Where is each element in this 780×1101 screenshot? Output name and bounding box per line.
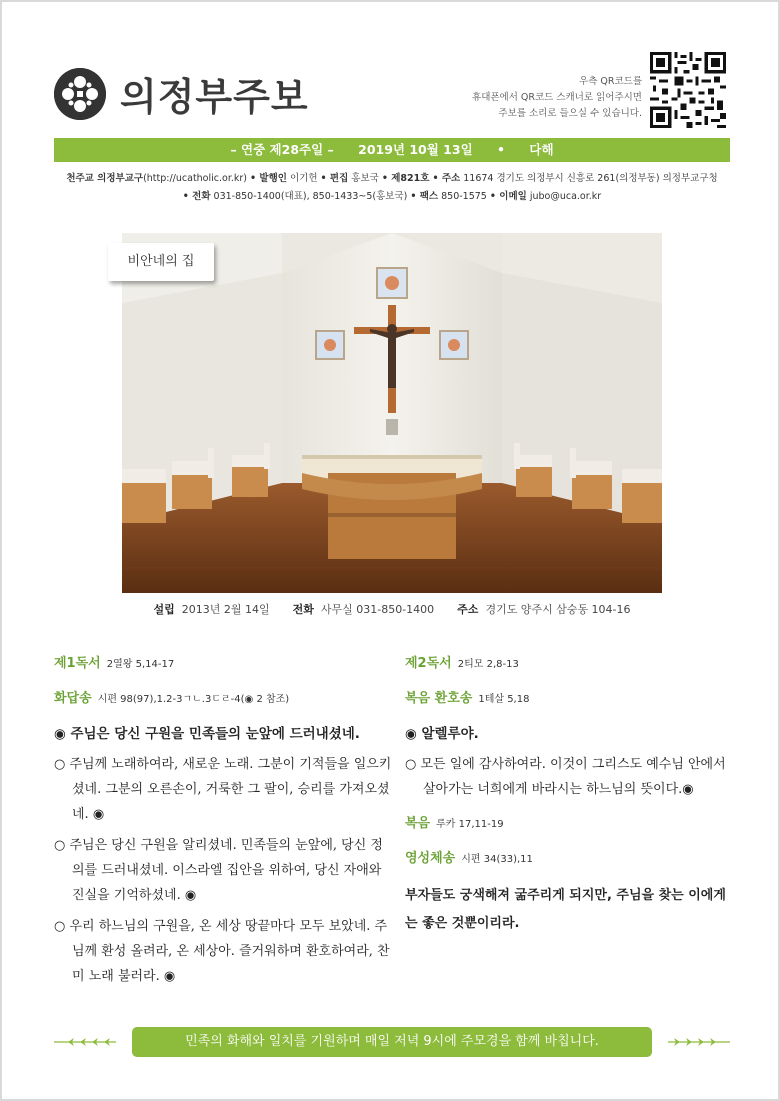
publisher-value: 이기헌 [286,173,318,184]
caption-label: 전화 [292,603,314,616]
reading-ref: 루카 17,11-19 [436,819,504,830]
first-reading [54,652,394,671]
liturgical-banner [54,138,730,162]
second-reading [405,652,730,671]
issue-number: • 제821호 [381,173,430,184]
publisher-key: • 전화 [182,191,211,202]
publisher-key: • 팩스 [410,191,439,202]
qr-note-line: 우측 QR코드를 [579,76,642,87]
caption-value: 2013년 2월 14일 [181,603,270,616]
reading-ref: 시편 34(33),11 [461,854,533,865]
caption-value: 사무실 031-850-1400 [320,603,435,616]
bulletin-title: 의정부주보 [120,74,309,119]
qr-note-line: 휴대폰에서 QR코드 스캐너로 읽어주시면 [472,92,642,103]
qr-instructions [472,74,642,122]
reading-label: 제1독서 [54,656,101,671]
alleluia-response: ◉ 알렐루야. [405,726,479,742]
vine-ornament-left-icon [54,1035,116,1049]
reading-ref: 2열왕 5,14-17 [106,659,175,670]
reading-label: 제2독서 [405,656,452,671]
right-column [405,652,730,938]
publisher-key: 천주교 의정부교구 [66,173,144,184]
publisher-value: 홍보국 [348,173,379,184]
responsorial-psalm [54,687,394,706]
reading-ref: 시편 98(97),1.2-3ㄱㄴ.3ㄷㄹ-4(◉ 2 참조) [97,694,290,705]
psalm-verse: ○ 주님께 노래하여라, 새로운 노래. 그분이 기적들을 일으키셨네. 그분의 오른손이, 거룩한 그 팔이, 승리를 가져오셨네. ◉ [54,757,392,822]
diocese-emblem-icon [54,68,106,120]
gospel-reading [405,812,730,831]
publisher-key: • 주소 [432,173,461,184]
reading-label: 화답송 [54,691,92,706]
alleluia-verse: ○ 모든 일에 감사하여라. 이것이 그리스도 예수님 안에서 살아가는 너희에게 바라시는 하느님의 뜻이다.◉ [405,757,726,797]
reading-label: 복음 환호송 [405,691,473,706]
chapel-photo [122,233,662,593]
communion-antiphon [405,847,730,866]
reading-ref: 2티모 2,8-13 [457,659,519,670]
prayer-footer [54,1027,730,1057]
liturgical-cycle: 다해 [529,142,554,157]
psalm-verse: ○ 주님은 당신 구원을 알리셨네. 민족들의 눈앞에, 당신 정의를 드러내셨네. 이스라엘 집안을 위하여, 당신 자애와 진실을 기억하셨네. ◉ [54,838,383,903]
publisher-key: • 편집 [320,173,349,184]
publisher-url[interactable]: (http://ucatholic.or.kr) [143,173,247,184]
left-column [54,652,394,995]
caption-value: 경기도 양주시 삼숭동 104-16 [485,603,631,616]
reading-label: 영성체송 [405,851,456,866]
psalm-verse: ○ 우리 하느님의 구원을, 온 세상 땅끝마다 모두 보았네. 주님께 환성 올려라, 온 세상아. 즐거워하며 환호하여라, 찬미 노래 불러라. ◉ [54,919,390,984]
vine-ornament-right-icon [668,1035,730,1049]
publisher-key: • 이메일 [489,191,527,202]
qr-note-line: 주보를 소리로 들으실 수 있습니다. [498,108,642,119]
communion-text: 부자들도 궁색해져 굶주리게 되지만, 주님을 찾는 이에게는 좋은 것뿐이리라. [405,888,726,931]
gospel-acclamation [405,687,730,706]
publisher-address: 11674 경기도 의정부시 신흥로 261(의정부동) 의정부교구청 [460,173,718,184]
reading-label: 복음 [405,816,431,831]
liturgical-week: – 연중 제28주일 – [230,142,334,157]
photo-caption [2,601,780,617]
publisher-key: • 발행인 [250,173,287,184]
banner-separator: • [497,142,506,157]
publisher-info-line1 [2,170,780,184]
publisher-email[interactable]: jubo@uca.or.kr [526,191,602,202]
psalm-response: ◉ 주님은 당신 구원을 민족들의 눈앞에 드러내셨네. [54,726,360,742]
prayer-banner: 민족의 화해와 일치를 기원하며 매일 저녁 9시에 주모경을 함께 바칩니다. [132,1027,652,1057]
masthead [54,66,309,121]
publisher-info-line2 [2,188,780,202]
bulletin-date: 2019년 10월 13일 [358,142,473,157]
photo-tag: 비안네의 집 [108,243,214,281]
caption-label: 주소 [457,603,479,616]
publisher-phone: 031-850-1400(대표), 850-1433~5(홍보국) [210,191,408,202]
qr-code-icon[interactable] [650,52,726,128]
reading-ref: 1테살 5,18 [478,694,530,705]
caption-label: 설립 [153,603,175,616]
publisher-fax: 850-1575 [438,191,487,202]
